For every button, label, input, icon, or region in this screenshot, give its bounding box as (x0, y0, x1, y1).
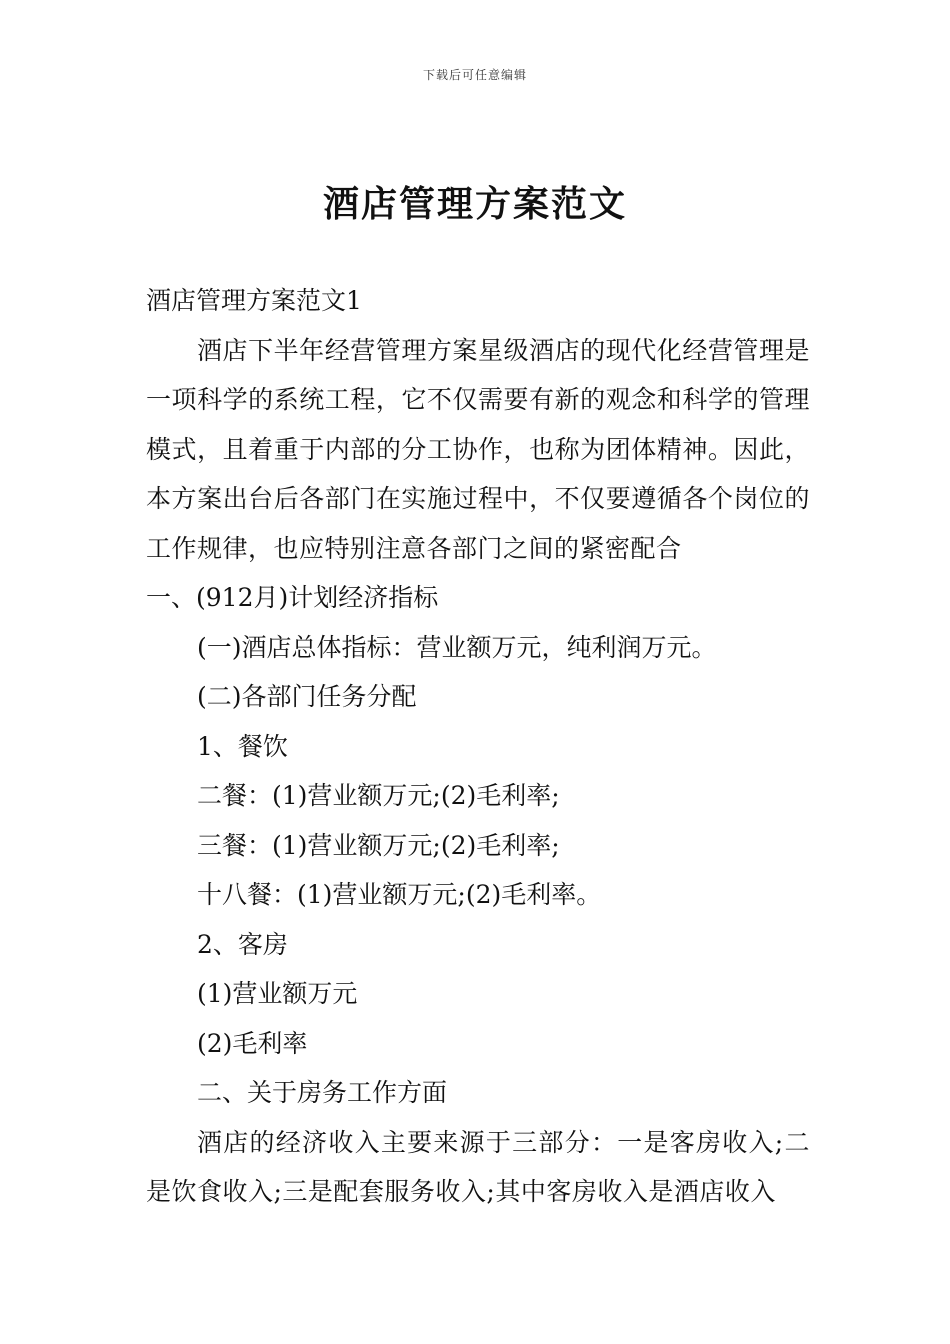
heading-housekeeping: 二、关于房务工作方面 (197, 1078, 448, 1107)
item-rooms: 2、客房 (197, 929, 288, 959)
item-catering: 1、餐饮 (197, 731, 288, 761)
item-restaurant-2: 二餐：(1)营业额万元;(2)毛利率; (197, 781, 560, 810)
section-heading: 酒店管理方案范文1 (146, 286, 362, 315)
item-restaurant-18: 十八餐：(1)营业额万元;(2)毛利率。 (197, 880, 602, 909)
intro-paragraph: 酒店下半年经营管理方案星级酒店的现代化经营管理是一项科学的系统工程，它不仅需要有新的观念和科学的管理模式，且着重于内部的分工协作，也称为团体精神。因此，本方案出台后各部门在实施过程中，不仅要遵循各个岗位的工作规律，也应特别注意各部门之间的紧密配合 (146, 335, 810, 563)
income-paragraph: 酒店的经济收入主要来源于三部分：一是客房收入;二是饮食收入;三是配套服务收入;其中客房收入是酒店收入 (146, 1127, 810, 1206)
item-rooms-margin: (2)毛利率 (197, 1028, 308, 1058)
header-note: 下载后可任意编辑 (422, 68, 527, 82)
document-title: 酒店管理方案范文 (322, 184, 627, 225)
heading-economic-targets: 一、(912月)计划经济指标 (146, 583, 439, 612)
overall-targets: (一)酒店总体指标：营业额万元，纯利润万元。 (197, 632, 717, 662)
document-body (146, 276, 810, 1217)
item-rooms-revenue: (1)营业额万元 (197, 979, 358, 1008)
department-allocation: (二)各部门任务分配 (197, 682, 417, 711)
item-restaurant-3: 三餐：(1)营业额万元;(2)毛利率; (197, 830, 560, 860)
